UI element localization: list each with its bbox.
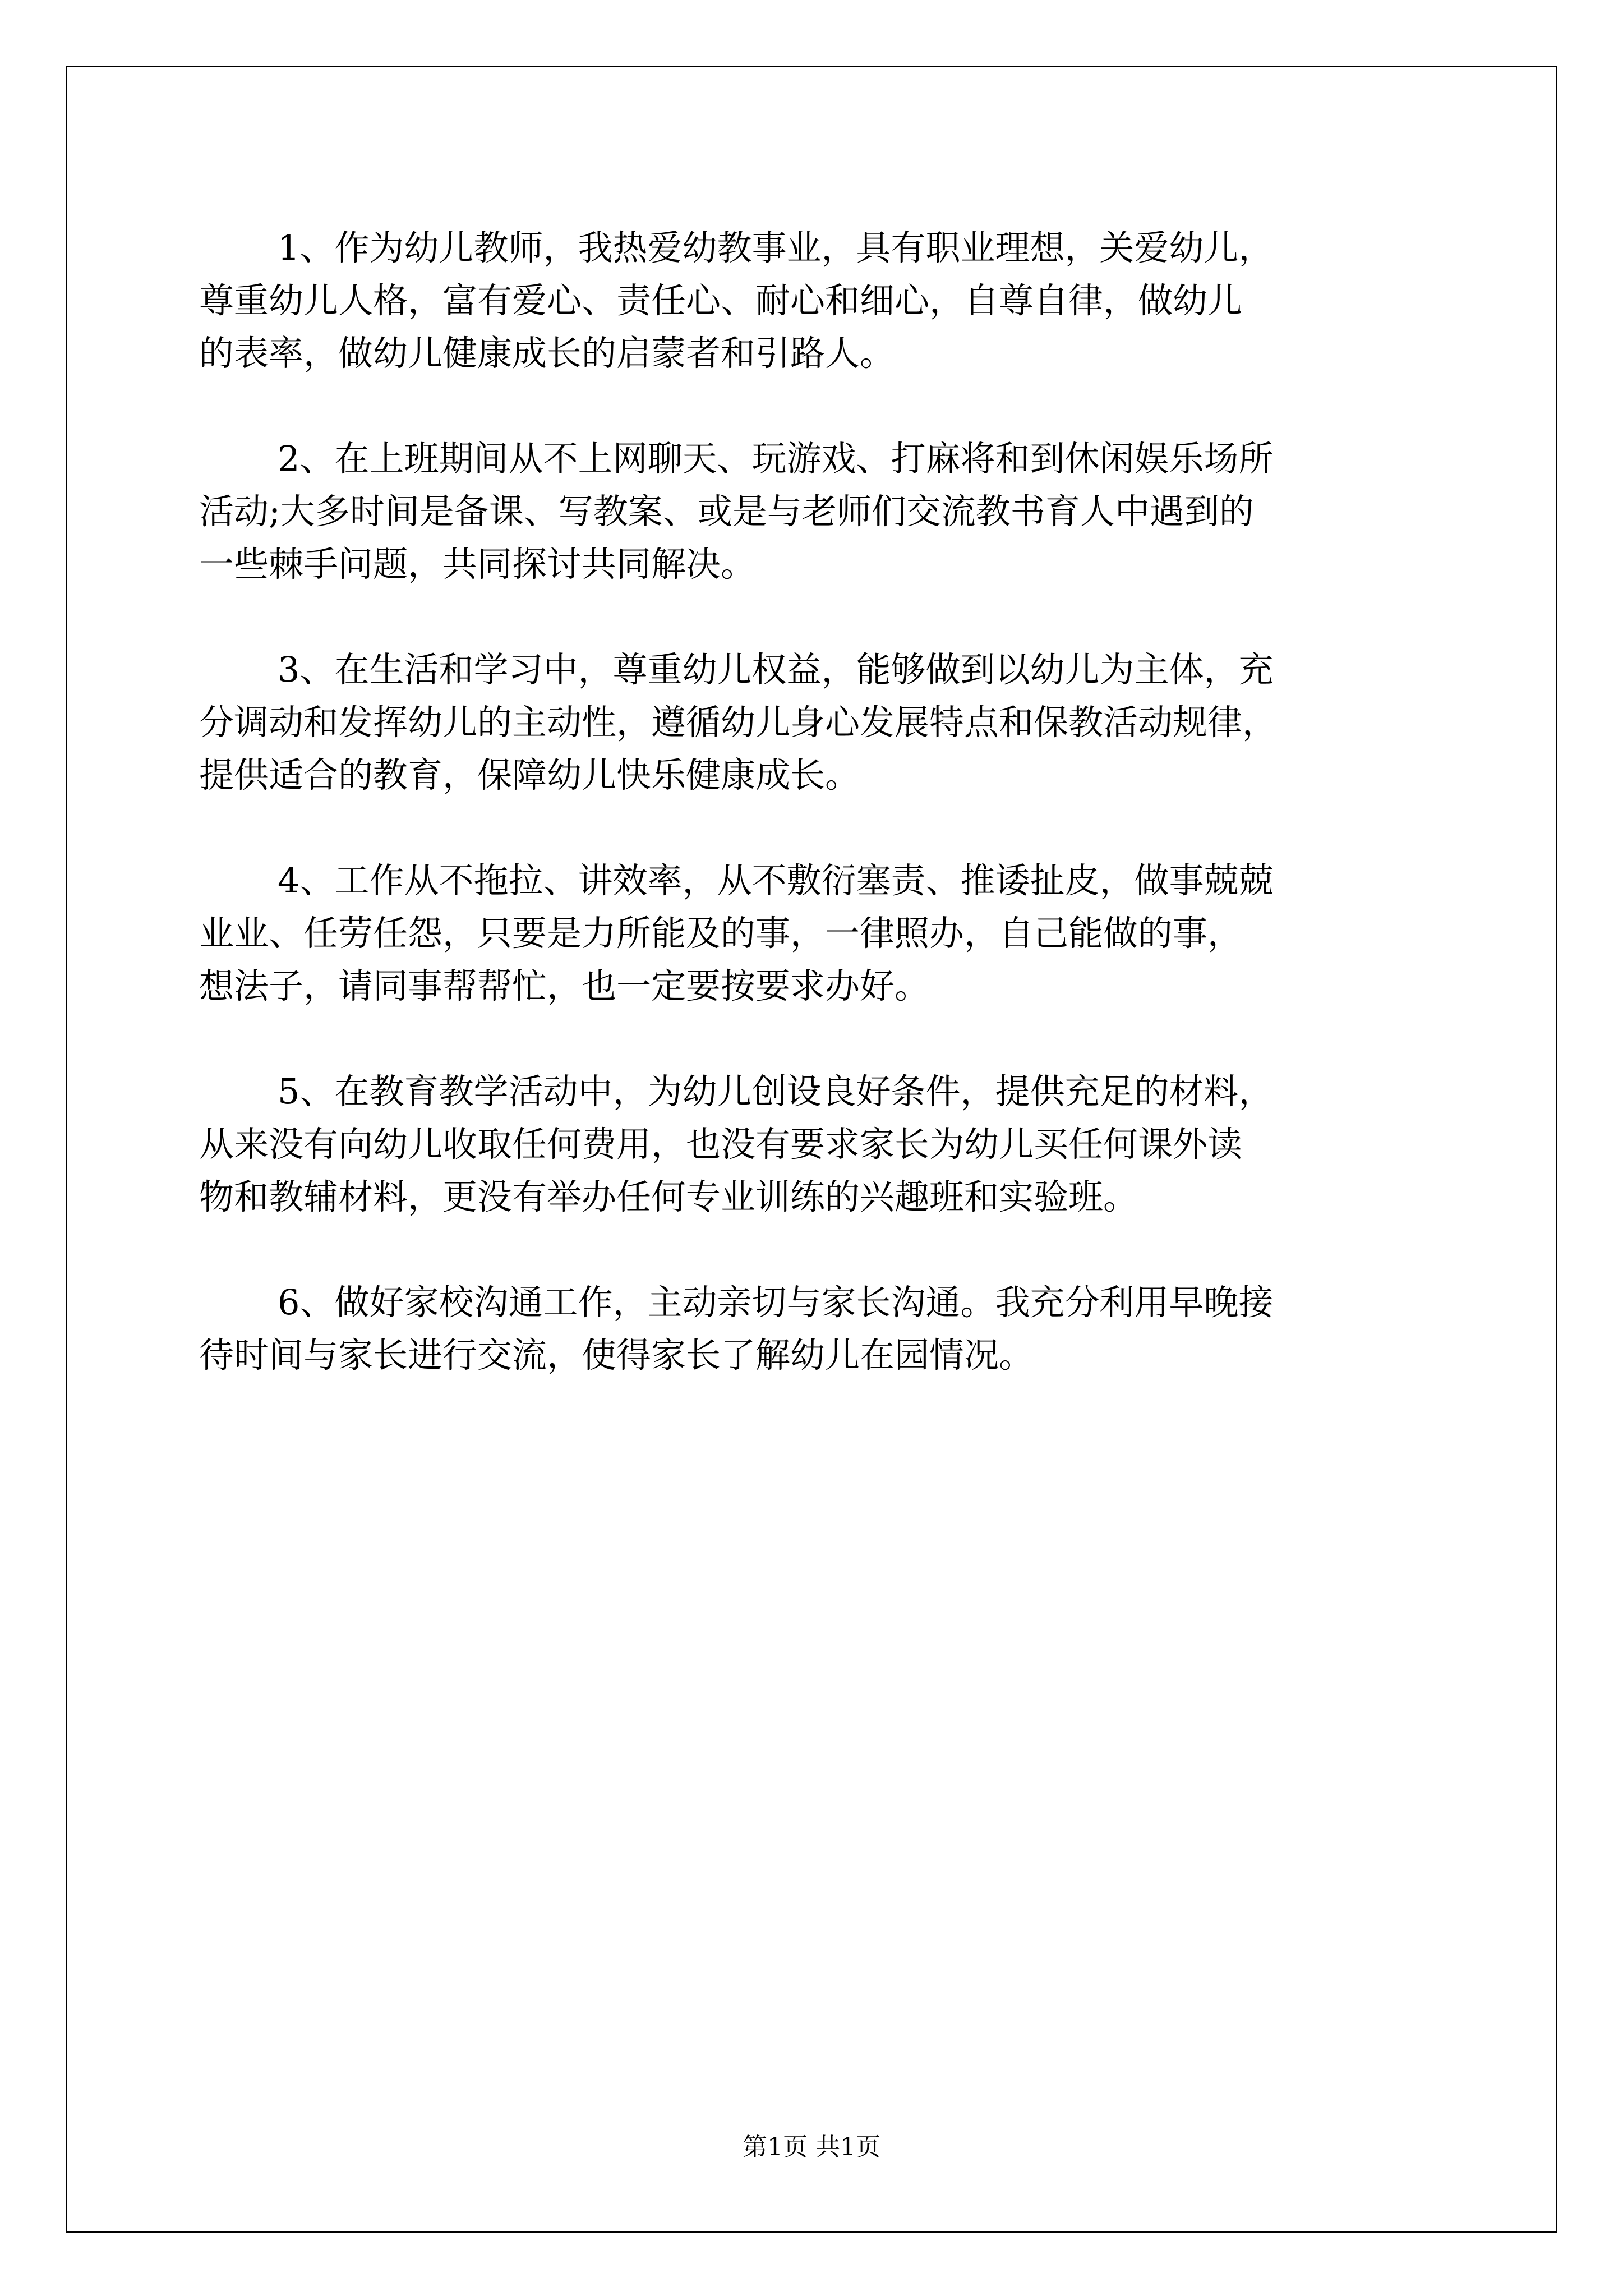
paragraph-line: 3、在生活和学习中，尊重幼儿权益，能够做到以幼儿为主体，充 [278, 649, 1274, 690]
paragraph-line: 物和教辅材料，更没有举办任何专业训练的兴趣班和实验班。 [199, 1176, 1138, 1217]
paragraph-line: 4、工作从不拖拉、讲效率，从不敷衍塞责、推诿扯皮，做事兢兢 [278, 860, 1274, 901]
paragraph-line: 2、在上班期间从不上网聊天、玩游戏、打麻将和到休闲娱乐场所 [278, 438, 1274, 479]
paragraph-line: 尊重幼儿人格，富有爱心、责任心、耐心和细心，自尊自律，做幼儿 [199, 280, 1243, 321]
document-body [199, 222, 1433, 1434]
paragraph-line: 提供适合的教育，保障幼儿快乐健康成长。 [199, 754, 860, 795]
paragraph-line: 一些棘手问题，共同探讨共同解决。 [199, 544, 756, 585]
paragraph-6 [199, 1276, 1433, 1382]
page-footer: 第1页 共1页 [743, 2133, 880, 2161]
paragraph-1 [199, 222, 1433, 380]
paragraph-line: 从来没有向幼儿收取任何费用，也没有要求家长为幼儿买任何课外读 [199, 1124, 1243, 1165]
paragraph-line: 的表率，做幼儿健康成长的启蒙者和引路人。 [199, 333, 895, 374]
paragraph-line: 活动;大多时间是备课、写教案、或是与老师们交流教书育人中遇到的 [199, 491, 1254, 532]
paragraph-2 [199, 432, 1433, 591]
paragraph-3 [199, 643, 1433, 802]
paragraph-line: 分调动和发挥幼儿的主动性，遵循幼儿身心发展特点和保教活动规律， [199, 702, 1278, 743]
paragraph-line: 业业、任劳任怨，只要是力所能及的事，一律照办，自己能做的事， [199, 913, 1243, 954]
paragraph-5 [199, 1065, 1433, 1223]
paragraph-line: 待时间与家长进行交流，使得家长了解幼儿在园情况。 [199, 1335, 1034, 1375]
paragraph-line: 6、做好家校沟通工作，主动亲切与家长沟通。我充分利用早晚接 [278, 1282, 1274, 1323]
paragraph-line: 1、作为幼儿教师，我热爱幼教事业，具有职业理想，关爱幼儿， [278, 227, 1274, 268]
paragraph-4 [199, 854, 1433, 1013]
paragraph-line: 想法子，请同事帮帮忙，也一定要按要求办好。 [199, 965, 930, 1006]
paragraph-line: 5、在教育教学活动中，为幼儿创设良好条件，提供充足的材料， [278, 1071, 1274, 1112]
